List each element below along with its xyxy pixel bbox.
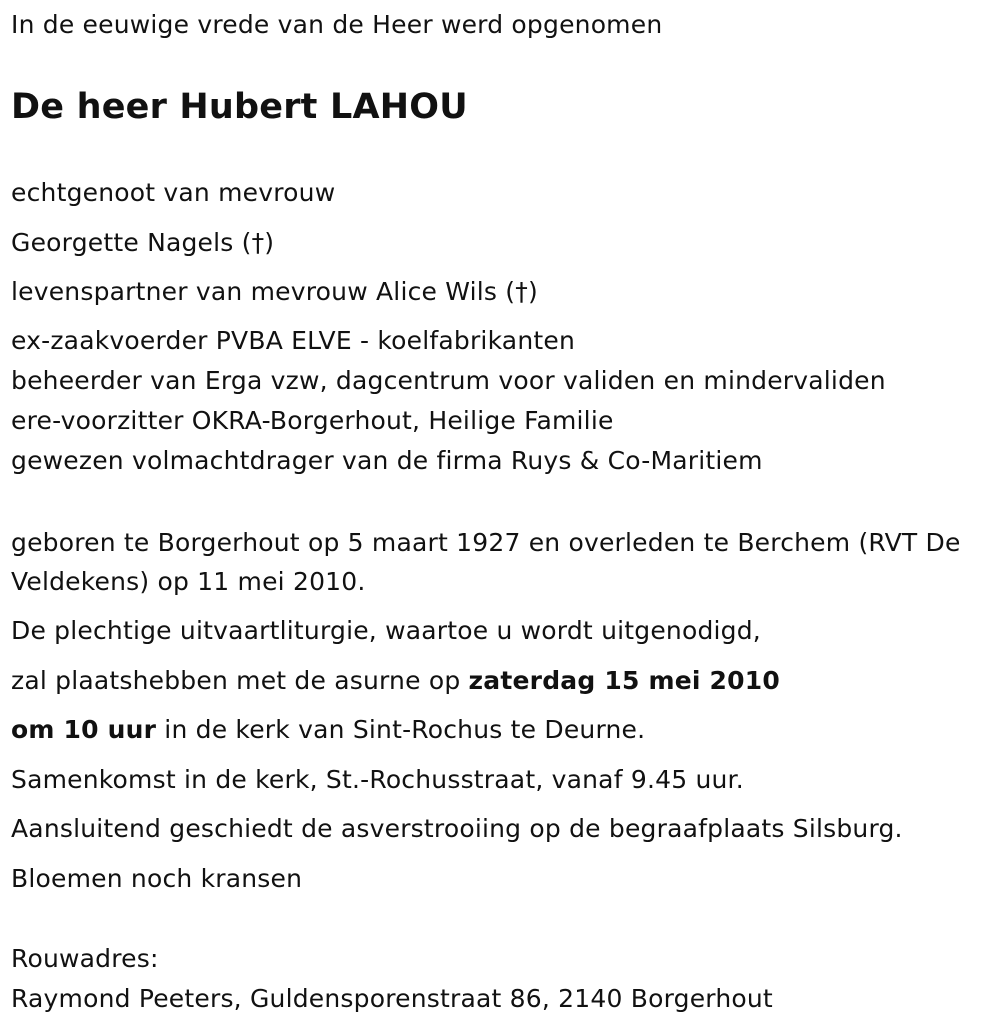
- funeral-time-line: [11, 715, 645, 745]
- funeral-date: zaterdag 15 mei 2010: [468, 666, 780, 695]
- spouse-name: Georgette Nagels (†): [11, 228, 275, 257]
- spouse-prefix: echtgenoot van mevrouw: [11, 178, 336, 207]
- gathering-text: Samenkomst in de kerk, St.-Rochusstraat, vanaf 9.45 uur.: [11, 765, 744, 794]
- partner-text: levenspartner van mevrouw Alice Wils (†): [11, 277, 538, 306]
- title-line: ere-voorzitter OKRA-Borgerhout, Heilige Familie: [11, 406, 614, 435]
- address-value: Raymond Peeters, Guldensporenstraat 86, 2140 Borgerhout: [11, 984, 773, 1013]
- intro-text: In de eeuwige vrede van de Heer werd opgenomen: [11, 10, 663, 39]
- funeral-location: in de kerk van Sint-Rochus te Deurne.: [156, 715, 646, 744]
- deceased-name: De heer Hubert LAHOU: [11, 87, 468, 127]
- scattering-text: Aansluitend geschiedt de asverstrooiing op de begraafplaats Silsburg.: [11, 814, 903, 843]
- title-line: ex-zaakvoerder PVBA ELVE - koelfabrikanten: [11, 326, 576, 355]
- title-line: beheerder van Erga vzw, dagcentrum voor validen en mindervaliden: [11, 366, 886, 395]
- funeral-invite: De plechtige uitvaartliturgie, waartoe u wordt uitgenodigd,: [11, 616, 761, 645]
- address-label: Rouwadres:: [11, 944, 159, 973]
- flowers-text: Bloemen noch kransen: [11, 864, 303, 893]
- funeral-date-prefix: zal plaatshebben met de asurne op: [11, 666, 469, 695]
- funeral-time: om 10 uur: [11, 715, 157, 744]
- birth-death-text: geboren te Borgerhout op 5 maart 1927 en overleden te Berchem (RVT De Veldekens) op 11 mei 2010.: [11, 528, 961, 596]
- funeral-date-line: [11, 666, 780, 696]
- title-line: gewezen volmachtdrager van de firma Ruys & Co-Maritiem: [11, 446, 763, 475]
